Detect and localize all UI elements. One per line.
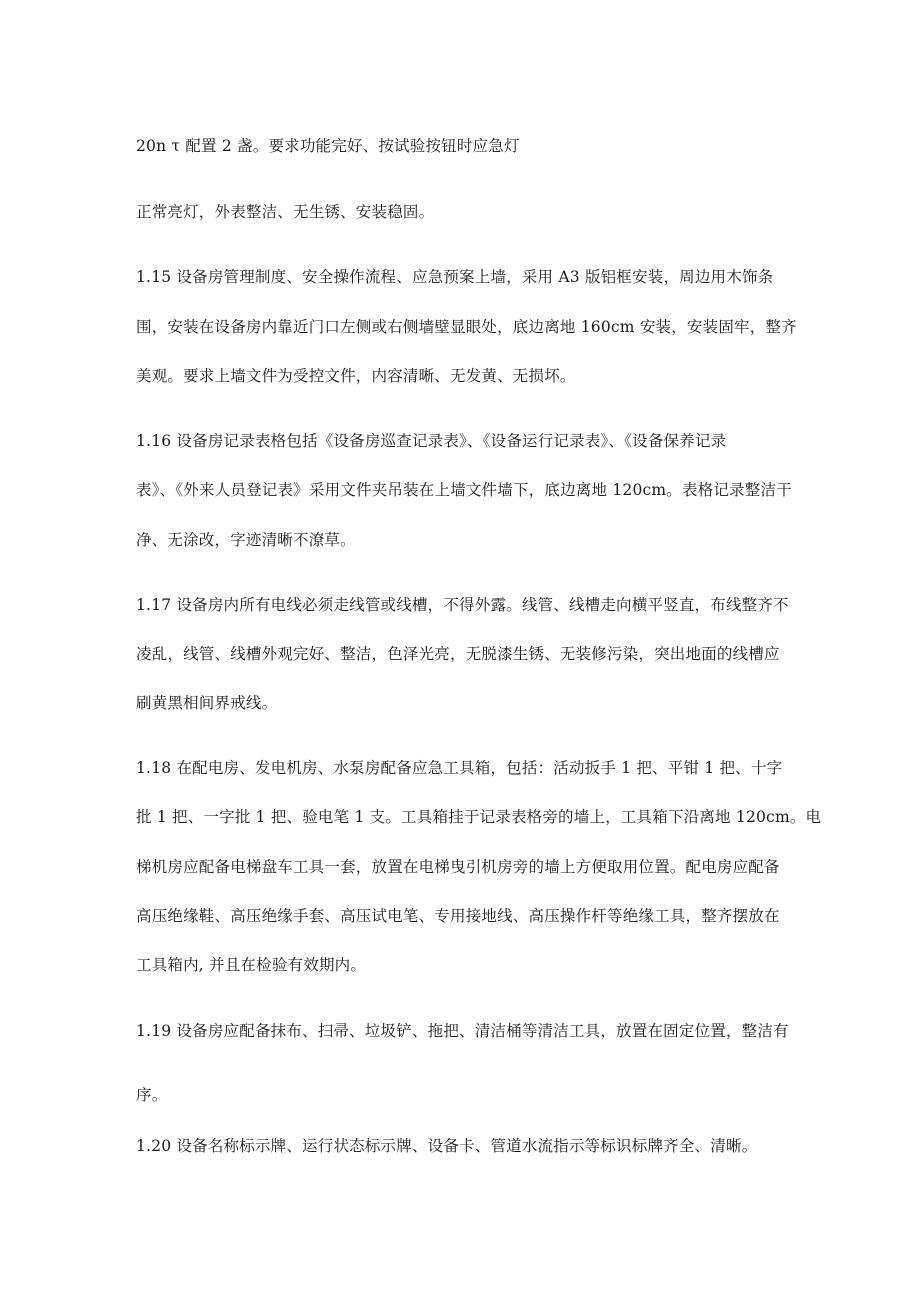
text-line: 20n τ 配置 2 盏。要求功能完好、按试验按钮时应急灯 (136, 137, 520, 155)
text-line: 批 1 把、一字批 1 把、验电笔 1 支。工具箱挂于记录表格旁的墙上，工具箱下沿离地 120cm。电 (136, 808, 822, 826)
text-line: 净、无涂改，字迹清晰不潦草。 (136, 531, 356, 549)
text-line: 工具箱内, 并且在检验有效期内。 (136, 956, 367, 974)
text-line: 高压绝缘鞋、高压绝缘手套、高压试电笔、专用接地线、高压操作杆等绝缘工具，整齐摆放在 (136, 907, 780, 925)
text-line: 围，安装在设备房内靠近门口左侧或右侧墙壁显眼处，底边离地 160cm 安装，安装固牢，整齐 (136, 318, 797, 336)
text-line: 正常亮灯，外表整洁、无生锈、安装稳固。 (136, 203, 435, 221)
text-line: 表》、《外来人员登记表》采用文件夹吊装在上墙文件墙下，底边离地 120cm。表格记录整洁干 (136, 481, 792, 499)
text-line: 序。 (136, 1086, 168, 1104)
text-line: 梯机房应配备电梯盘车工具一套，放置在电梯曳引机房旁的墙上方便取用位置。配电房应配备 (136, 858, 780, 876)
section-1-19-heading: 1.19 设备房应配备抹布、扫帚、垃圾铲、拖把、清洁桶等清洁工具，放置在固定位置，整洁有 (136, 1022, 789, 1040)
section-1-17-heading: 1.17 设备房内所有电线必须走线管或线槽，不得外露。线管、线槽走向横平竖直，布线整齐不 (136, 596, 789, 614)
section-1-16-heading: 1.16 设备房记录表格包括《设备房巡查记录表》、《设备运行记录表》、《设备保养记录 (136, 432, 727, 450)
text-line: 凌乱，线管、线槽外观完好、整洁，色泽光亮，无脱漆生锈、无装修污染，突出地面的线槽应 (136, 645, 780, 663)
section-1-20-heading: 1.20 设备名称标示牌、运行状态标示牌、设备卡、管道水流指示等标识标牌齐全、清晰。 (136, 1137, 758, 1155)
section-1-18-heading: 1.18 在配电房、发电机房、水泵房配备应急工具箱，包括：活动扳手 1 把、平钳 1 把、十字 (136, 759, 783, 777)
section-1-15-heading: 1.15 设备房管理制度、安全操作流程、应急预案上墙，采用 A3 版铝框安装，周边用木饰条 (136, 268, 774, 286)
text-line: 刷黄黑相间界戒线。 (136, 694, 278, 712)
text-line: 美观。要求上墙文件为受控文件，内容清晰、无发黄、无损坏。 (136, 367, 576, 385)
